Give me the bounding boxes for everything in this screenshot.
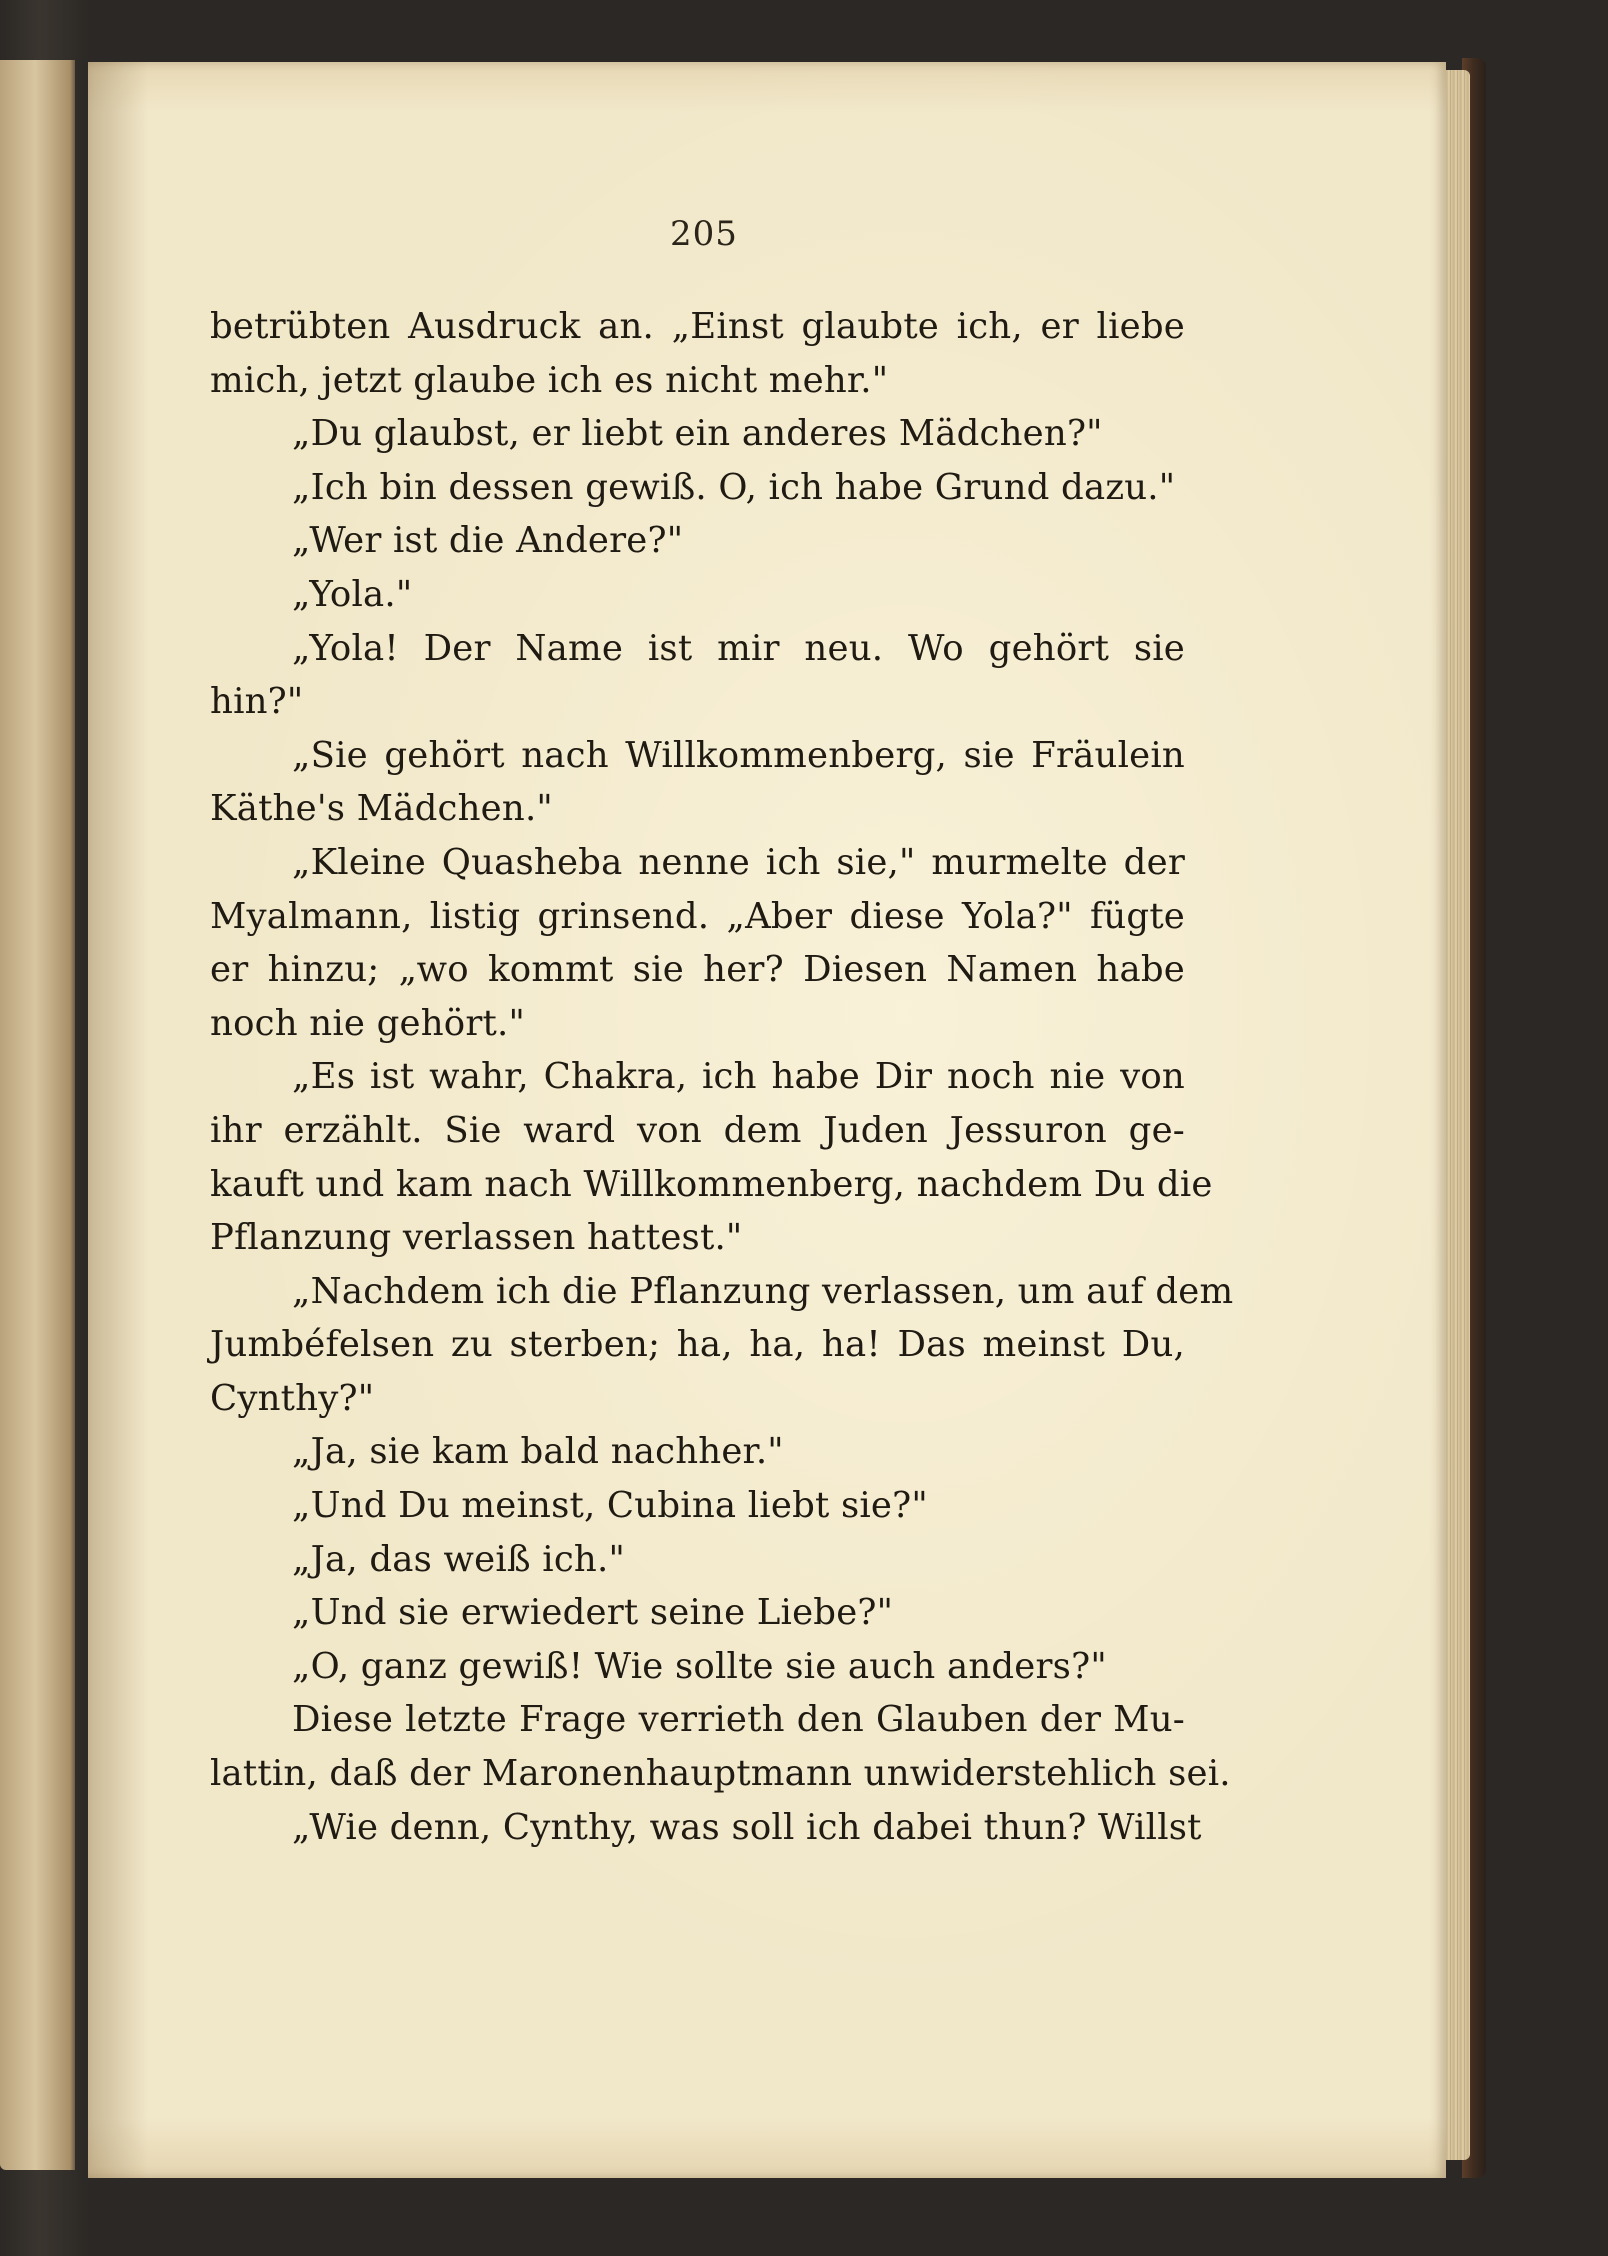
text-line: betrübten Ausdruck an. „Einst glaubte ich, er liebe xyxy=(210,306,1185,347)
text-line: „Kleine Quasheba nenne ich sie," murmelte der xyxy=(292,841,1185,883)
text-line: „Ja, das weiß ich." xyxy=(292,1538,626,1580)
text-line: „Sie gehört nach Willkommenberg, sie Fräulein xyxy=(292,734,1185,776)
text-line: „Yola." xyxy=(292,573,413,615)
text-line: lattin, daß der Maronenhauptmann unwiderstehlich sei. xyxy=(210,1753,1231,1795)
text-line: hin?" xyxy=(210,681,304,723)
text-line: „Wie denn, Cynthy, was soll ich dabei thun? Willst xyxy=(292,1806,1202,1848)
text-line: Cynthy?" xyxy=(210,1377,375,1419)
text-line: Jumbéfelsen zu sterben; ha, ha, ha! Das meinst Du, xyxy=(210,1324,1185,1366)
text-line: Pflanzung verlassen hattest." xyxy=(210,1217,743,1259)
text-line: „Und Du meinst, Cubina liebt sie?" xyxy=(292,1485,928,1527)
text-line: mich, jetzt glaube ich es nicht mehr." xyxy=(210,359,889,401)
text-line: ihr erzählt. Sie ward von dem Juden Jessuron ge- xyxy=(210,1109,1185,1151)
left-page-edge xyxy=(0,60,75,2170)
page-number: 205 xyxy=(670,214,738,254)
text-line: „O, ganz gewiß! Wie sollte sie auch anders?" xyxy=(292,1645,1107,1687)
text-line: noch nie gehört." xyxy=(210,1002,525,1044)
text-line: „Du glaubst, er liebt ein anderes Mädchen?" xyxy=(292,413,1103,455)
text-line: Myalmann, listig grinsend. „Aber diese Yola?" fügte xyxy=(210,895,1185,937)
text-line: „Ja, sie kam bald nachher." xyxy=(292,1431,784,1473)
text-line: Diese letzte Frage verrieth den Glauben der Mu- xyxy=(292,1699,1185,1741)
text-line: Käthe's Mädchen." xyxy=(210,788,553,830)
text-line: „Nachdem ich die Pflanzung verlassen, um auf dem xyxy=(292,1270,1234,1312)
text-line: „Es ist wahr, Chakra, ich habe Dir noch nie von xyxy=(292,1056,1185,1098)
text-line: kauft und kam nach Willkommenberg, nachdem Du die xyxy=(210,1163,1213,1205)
body-text xyxy=(210,300,1234,1854)
text-line: „Wer ist die Andere?" xyxy=(292,520,684,562)
text-line: er hinzu; „wo kommt sie her? Diesen Namen habe xyxy=(210,949,1185,991)
text-line: „Und sie erwiedert seine Liebe?" xyxy=(292,1592,894,1634)
text-line: „Ich bin dessen gewiß. O, ich habe Grund dazu." xyxy=(292,466,1176,508)
text-line: „Yola! Der Name ist mir neu. Wo gehört sie xyxy=(292,627,1185,669)
